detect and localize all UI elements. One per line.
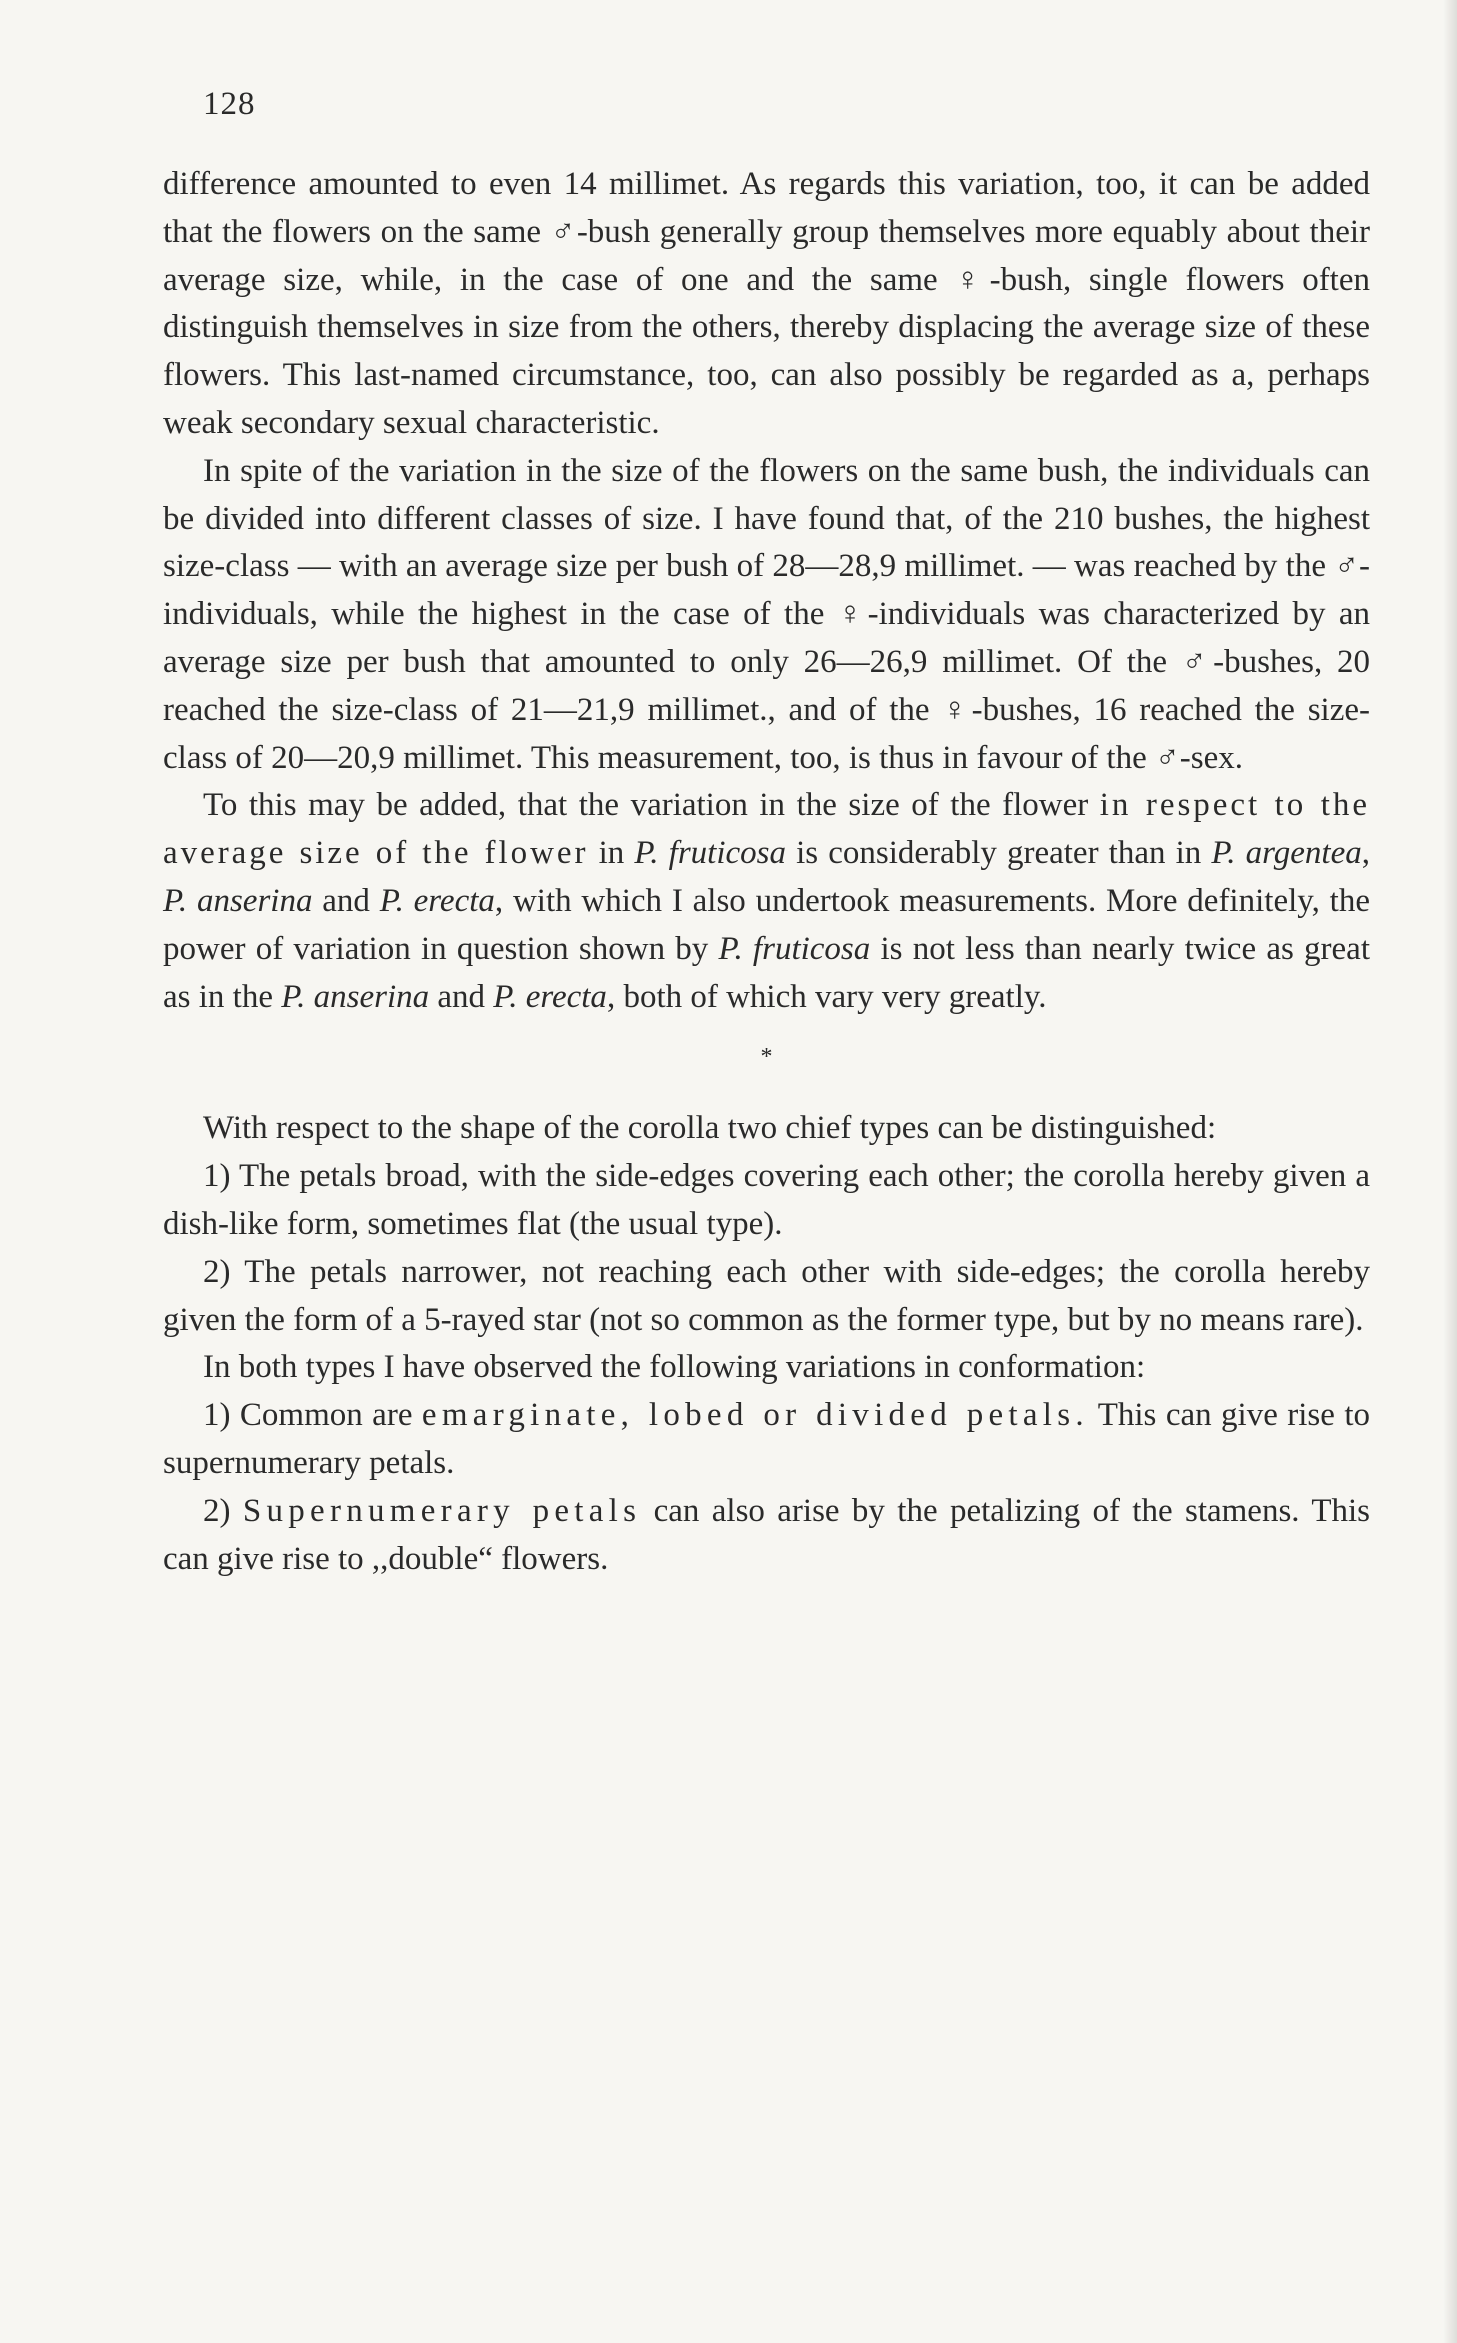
spaced-phrase: in respect to the average size of the flower xyxy=(163,787,1370,872)
male-symbol: ♂ xyxy=(1155,739,1180,776)
paragraph-species-comparison: To this may be added, that the variation in the size of the flower in respect to the average size of the flower in P. fruticosa is considerably greater than in P. argentea, P. anserina and P. erecta, with which I also undertook measurements. More definitely, the power of variation in question shown by P. fruticosa is not less than nearly twice as great as in the P. anserina and P. erecta, both of which vary very greatly. xyxy=(163,787,1370,1015)
list-item-type-2: 2) The petals narrower, not reaching each other with side-edges; the corolla hereby given the form of a 5-rayed star (not so common as the former type, but by no means rare). xyxy=(163,1253,1370,1338)
species-name: P. anserina xyxy=(281,978,430,1015)
body-text xyxy=(163,161,1370,1583)
female-symbol: ♀ xyxy=(942,691,972,728)
page-number: 128 xyxy=(203,86,256,122)
spaced-phrase: emarginate, lobed or divided petals. xyxy=(421,1397,1089,1434)
species-name: P. anserina xyxy=(163,882,313,919)
male-symbol: ♂ xyxy=(550,213,577,250)
paragraph-variations-intro: In both types I have observed the following variations in conformation: xyxy=(203,1349,1146,1386)
list-item-variation-2: 2) Supernumerary petals can also arise by the petalizing of the stamens. This can give rise to ,,double“ flowers. xyxy=(163,1492,1370,1577)
female-symbol: ♀ xyxy=(955,261,990,298)
section-separator: * xyxy=(760,1044,773,1071)
paragraph-size-classes: In spite of the variation in the size of the flowers on the same bush, the individuals can be divided into different classes of size. I have found that, of the 210 bushes, the highest size-class — with an average size per bush of 28—28,9 millimet. — was reached by the ♂-individuals, while the highest in the case of the ♀-individuals was characterized by an average size per bush that amounted to only 26—26,9 millimet. Of the ♂-bushes, 20 reached the size-class of 21—21,9 millimet., and of the ♀-bushes, 16 reached the size-class of 20—20,9 millimet. This measurement, too, is thus in favour of the ♂-sex. xyxy=(163,452,1371,776)
species-name: P. erecta xyxy=(379,882,495,919)
female-symbol: ♀ xyxy=(837,596,868,633)
male-symbol: ♂ xyxy=(1334,548,1359,585)
male-symbol: ♂ xyxy=(1181,643,1214,680)
species-name: P. fruticosa xyxy=(718,930,871,967)
species-name: P. fruticosa xyxy=(634,835,787,872)
paragraph-corolla-types: With respect to the shape of the corolla two chief types can be distinguished: xyxy=(203,1110,1217,1147)
page-edge-shadow xyxy=(1443,0,1457,2343)
species-name: P. erecta xyxy=(493,978,607,1015)
spaced-phrase: Supernumerary petals xyxy=(242,1492,642,1529)
list-item-variation-1: 1) Common are emarginate, lobed or divided petals. This can give rise to supernumerary petals. xyxy=(163,1397,1371,1481)
species-name: P. argentea xyxy=(1211,835,1362,872)
paragraph-size-variation: difference amounted to even 14 millimet. As regards this variation, too, it can be added that the flowers on the same ♂-bush generally group themselves more equably about their average size, while, in the case of one and the same ♀-bush, single flowers often distinguish themselves in size from the others, thereby displacing the average size of these flowers. This last-named circumstance, too, can also possibly be regarded as a, perhaps weak secondary sexual characteristic. xyxy=(163,166,1371,441)
list-item-type-1: 1) The petals broad, with the side-edges covering each other; the corolla hereby given a dish-like form, sometimes flat (the usual type). xyxy=(163,1158,1370,1242)
